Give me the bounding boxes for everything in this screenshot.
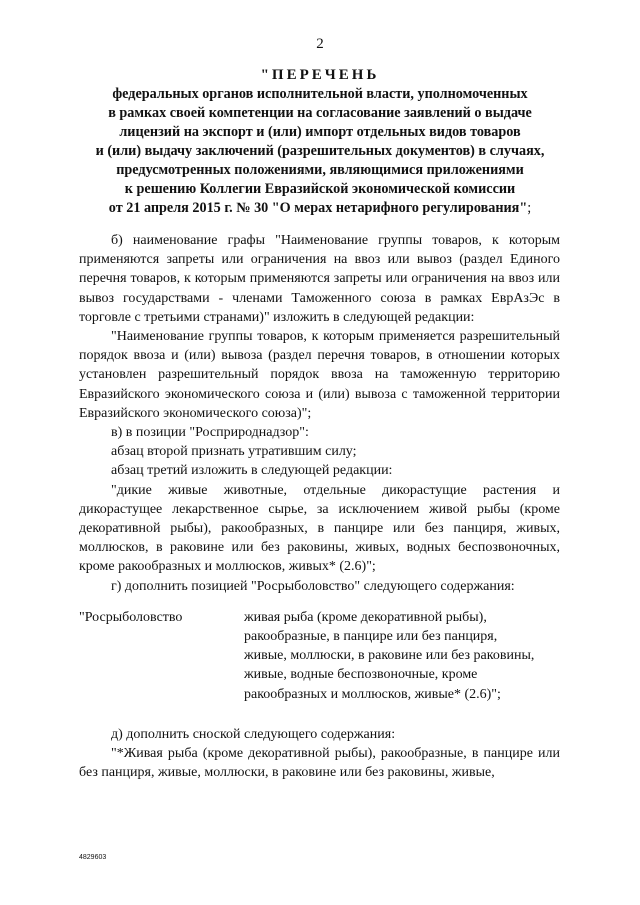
title-line-4: лицензий на экспорт и (или) импорт отдельных видов товаров: [119, 124, 521, 140]
paragraph-quote-name: "Наименование группы товаров, к которым применяется разрешительный порядок ввоза и (или) вывоза (раздел перечня товаров, в отношении которых установлен разрешительный порядок ввоза на таможенную территорию Евразийского экономического союза и (или) вывоза с таможенной территории Евразийского экономического союза)";: [79, 329, 560, 421]
paragraph-wild-animals: "дикие живые животные, отдельные дикорастущие растения и дикорастущее лекарственное сырье, за исключением живой рыбы (кроме декоративной рыбы), ракообразных, в панцире или без панциря, живых, моллюсков, в раковине или без раковины, живых, водных беспозвоночных, кроме ракообразных и моллюсков, живых* (2.6)";: [79, 482, 560, 575]
document-code: 4829603: [79, 854, 107, 861]
paragraph-d: д) дополнить сноской следующего содержания:: [111, 726, 396, 742]
document-body: [79, 231, 560, 782]
goods-line: живая рыба (кроме декоративной рыбы),: [244, 609, 487, 625]
agency-goods: [244, 608, 560, 704]
rosrybolovstvo-table: [79, 608, 560, 704]
paragraph-v: в) в позиции "Росприроднадзор":: [111, 425, 309, 441]
title-line-2: федеральных органов исполнительной власти, уполномоченных: [112, 86, 528, 102]
spacer: [79, 596, 560, 608]
paragraph-footnote: "*Живая рыба (кроме декоративной рыбы), ракообразные, в панцире или без панциря, живые, моллюски, в раковине или без раковины, живые,: [79, 746, 560, 781]
goods-line: живые, водные беспозвоночные, кроме: [244, 667, 478, 683]
title-line-3: в рамках своей компетенции на согласование заявлений о выдаче: [108, 105, 532, 121]
title-line-1: "ПЕРЕЧЕНЬ: [260, 67, 380, 83]
paragraph-abzac-3: абзац третий изложить в следующей редакции:: [111, 463, 393, 479]
agency-name: "Росрыболовство: [79, 609, 183, 625]
title-line-5: и (или) выдачу заключений (разрешительных документов) в случаях,: [95, 143, 545, 159]
title-line-8: [60, 199, 580, 218]
goods-line: ракообразных и моллюсков, живые* (2.6)";: [244, 686, 501, 702]
title-suffix: ;: [527, 200, 532, 216]
paragraph-b: б) наименование графы "Наименование группы товаров, к которым применяются запреты или ограничения на ввоз или вывоз (раздел Единого перечня товаров, к которым применяются запреты или ограничения на ввоз или вывоз государствами - членами Таможенного союза в рамках ЕврАзЭс в торговле с третьими странами)" изложить в следующей редакции:: [79, 233, 560, 325]
paragraph-abzac-2: абзац второй признать утратившим силу;: [111, 444, 357, 460]
title-line-7: к решению Коллегии Евразийской экономической комиссии: [124, 181, 516, 197]
document-title: [60, 66, 580, 218]
title-line-8-text: от 21 апреля 2015 г. № 30 "О мерах нетарифного регулирования": [108, 200, 528, 216]
goods-line: ракообразные, в панцире или без панциря,: [244, 629, 498, 645]
paragraph-g: г) дополнить позицией "Росрыболовство" следующего содержания:: [111, 578, 515, 594]
title-line-6: предусмотренных положениями, являющимися приложениями: [116, 162, 524, 178]
page-number: 2: [316, 36, 324, 52]
goods-line: живые, моллюски, в раковине или без раковины,: [244, 648, 535, 664]
spacer: [79, 704, 560, 725]
